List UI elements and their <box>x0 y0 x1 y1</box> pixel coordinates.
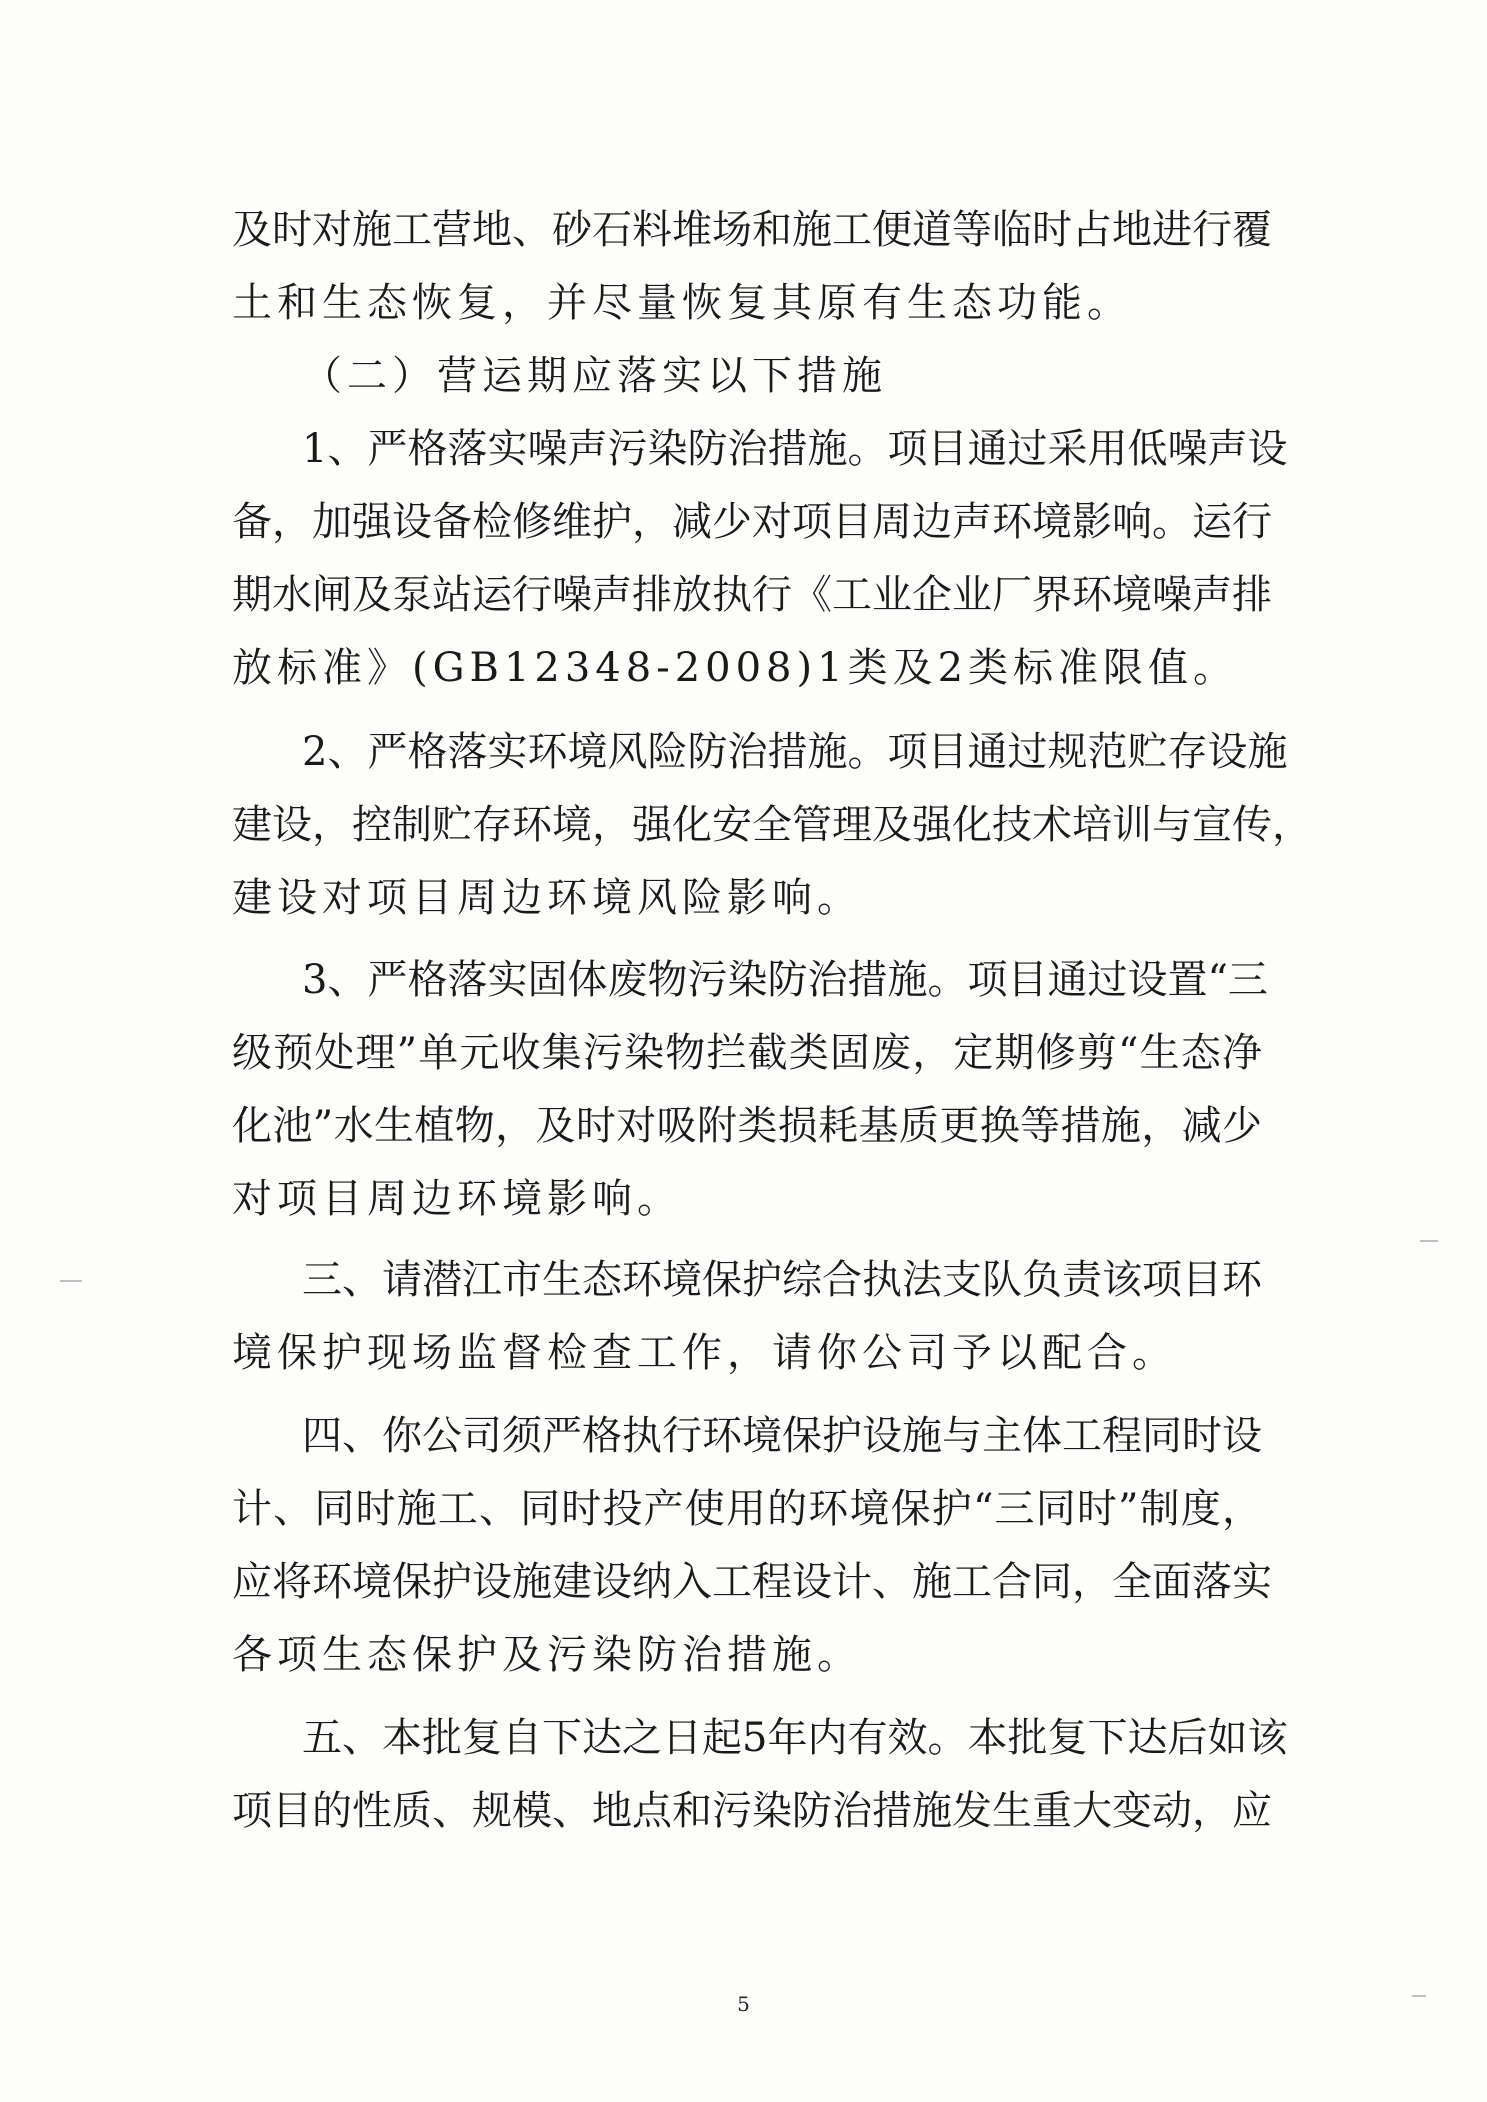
text-line: 级预处理”单元收集污染物拦截类固废，定期修剪“生态净 <box>232 1030 1262 1076</box>
text-line: 建设对项目周边环境风险影响。 <box>232 875 862 921</box>
text-line: 2、严格落实环境风险防治措施。项目通过规范贮存设施 <box>302 729 1288 775</box>
text-line: 项目的性质、规模、地点和污染防治措施发生重大变动，应 <box>232 1788 1272 1834</box>
text-line: 五、本批复自下达之日起5年内有效。本批复下达后如该 <box>302 1715 1288 1761</box>
text-line: 土和生态恢复，并尽量恢复其原有生态功能。 <box>232 280 1132 326</box>
text-line: 三、请潜江市生态环境保护综合执法支队负责该项目环 <box>302 1257 1262 1303</box>
text-line: 放标准》(GB12348-2008)1类及2类标准限值。 <box>232 645 1239 691</box>
text-line: 四、你公司须严格执行环境保护设施与主体工程同时设 <box>302 1413 1262 1459</box>
page-number: 5 <box>737 1992 750 2016</box>
text-line: 建设，控制贮存环境，强化安全管理及强化技术培训与宣传， <box>232 802 1312 848</box>
text-line: 对项目周边环境影响。 <box>232 1176 682 1222</box>
section-heading: （二）营运期应落实以下措施 <box>302 353 887 399</box>
text-line: 期水闸及泵站运行噪声排放执行《工业企业厂界环境噪声排 <box>232 572 1272 618</box>
scan-artifact <box>1420 1240 1438 1242</box>
text-line: 化池”水生植物，及时对吸附类损耗基质更换等措施，减少 <box>232 1103 1262 1149</box>
text-line: 境保护现场监督检查工作，请你公司予以配合。 <box>232 1330 1177 1376</box>
text-line: 备，加强设备检修维护，减少对项目周边声环境影响。运行 <box>232 499 1272 545</box>
text-line: 应将环境保护设施建设纳入工程设计、施工合同，全面落实 <box>232 1559 1272 1605</box>
text-line: 各项生态保护及污染防治措施。 <box>232 1632 862 1678</box>
text-line: 及时对施工营地、砂石料堆场和施工便道等临时占地进行覆 <box>232 207 1272 253</box>
text-line: 1、严格落实噪声污染防治措施。项目通过采用低噪声设 <box>302 426 1288 472</box>
scan-artifact <box>1412 1995 1426 1997</box>
text-line: 3、严格落实固体废物污染防治措施。项目通过设置“三 <box>302 957 1268 1003</box>
scan-artifact <box>60 1280 82 1282</box>
text-line: 计、同时施工、同时投产使用的环境保护“三同时”制度， <box>232 1486 1262 1532</box>
